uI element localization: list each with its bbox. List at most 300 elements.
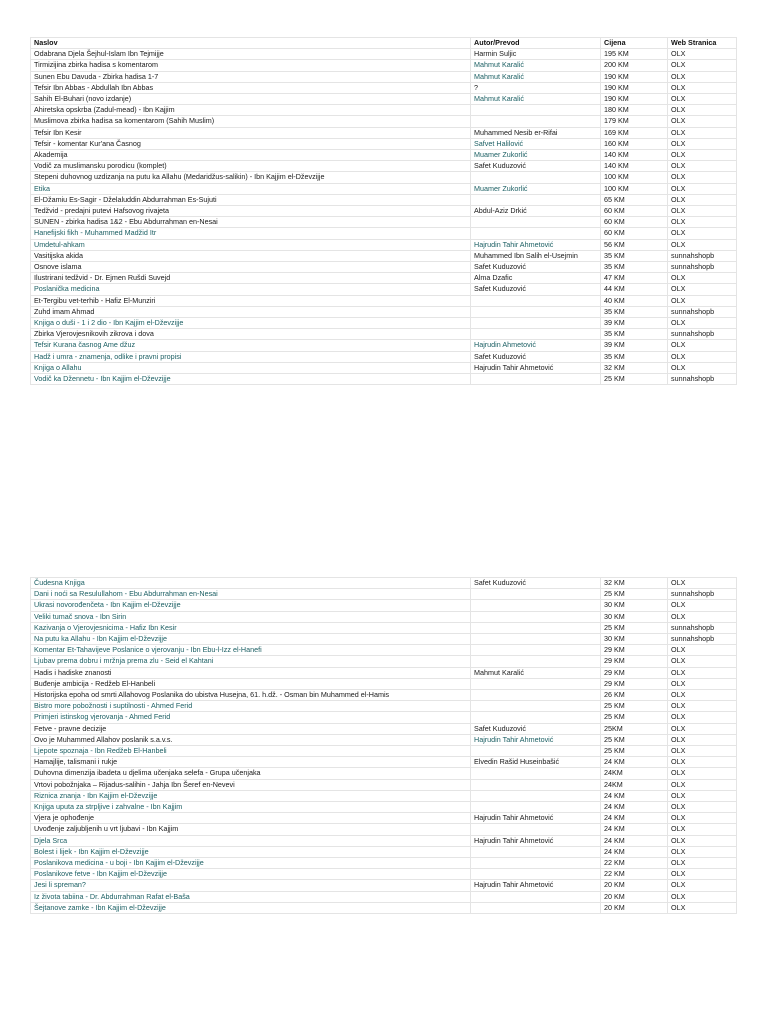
author-cell [471,329,601,340]
title-cell: Iz života tabiina - Dr. Abdurrahman Rafat el-Baša [31,891,471,902]
author-cell [471,306,601,317]
site-cell: OLX [668,116,737,127]
title-cell: Tefsir - komentar Kur'ana Časnog [31,138,471,149]
site-cell: OLX [668,340,737,351]
price-cell: 60 KM [601,206,668,217]
title-cell: Poslanikove fetve - Ibn Kajjim el-Dževzijje [31,869,471,880]
table-row [31,589,737,600]
title-cell: Šejtanove zamke - Ibn Kajjim el-Dževzijje [31,902,471,913]
site-cell: OLX [668,239,737,250]
site-cell: OLX [668,150,737,161]
title-cell: Dani i noći sa Resulullahom - Ebu Abdurrahman en-Nesai [31,589,471,600]
price-cell: 24 KM [601,790,668,801]
price-cell: 29 KM [601,667,668,678]
table-row [31,891,737,902]
title-cell: Tefsir Ibn Abbas - Abdullah Ibn Abbas [31,82,471,93]
site-cell: OLX [668,734,737,745]
site-cell: OLX [668,194,737,205]
price-cell: 30 KM [601,600,668,611]
title-cell: Jesi li spreman? [31,880,471,891]
site-cell: sunnahshopb [668,250,737,261]
price-cell: 60 KM [601,228,668,239]
author-cell [471,678,601,689]
site-cell: OLX [668,779,737,790]
author-cell [471,701,601,712]
table-row [31,60,737,71]
site-cell: OLX [668,138,737,149]
title-cell: Vrtovi pobožnjaka – Rijadus-salihin - Jahja Ibn Šeref en-Nevevi [31,779,471,790]
title-cell: Tefsir Ibn Kesir [31,127,471,138]
table-row [31,94,737,105]
price-cell: 179 KM [601,116,668,127]
price-cell: 32 KM [601,362,668,373]
site-cell: OLX [668,824,737,835]
author-cell [471,712,601,723]
table-row [31,600,737,611]
price-cell: 24KM [601,768,668,779]
site-cell: OLX [668,273,737,284]
title-cell: Hadis i hadiske znanosti [31,667,471,678]
table-row [31,82,737,93]
site-cell: OLX [668,813,737,824]
price-cell: 29 KM [601,678,668,689]
title-cell: Čudesna Knjiga [31,578,471,589]
author-cell [471,779,601,790]
author-cell [471,846,601,857]
table-row [31,902,737,913]
price-cell: 20 KM [601,880,668,891]
book-table-bottom [30,577,737,914]
table-row [31,206,737,217]
author-cell [471,746,601,757]
author-cell: Harmin Suljic [471,49,601,60]
table-row [31,273,737,284]
price-cell: 140 KM [601,150,668,161]
title-cell: Akademija [31,150,471,161]
table-row [31,329,737,340]
table-row [31,712,737,723]
author-cell [471,656,601,667]
table-row [31,634,737,645]
table-row [31,150,737,161]
author-cell [471,295,601,306]
title-cell: Vodič ka Džennetu - Ibn Kajjim el-Dževzijje [31,374,471,385]
table-row [31,802,737,813]
author-cell: Elvedin Rašid Huseinbašić [471,757,601,768]
author-cell [471,105,601,116]
table-row [31,678,737,689]
site-cell: OLX [668,600,737,611]
table-row [31,351,737,362]
author-cell: Safet Kuduzović [471,284,601,295]
site-cell: sunnahshopb [668,329,737,340]
site-cell: OLX [668,790,737,801]
table-body [31,578,737,914]
title-cell: Ljepote spoznaja - Ibn Redžeb El-Hanbeli [31,746,471,757]
table-row [31,622,737,633]
price-cell: 35 KM [601,306,668,317]
author-cell [471,802,601,813]
table-row [31,306,737,317]
title-cell: Ahiretska opskrba (Zadul-mead) - Ibn Kajjim [31,105,471,116]
table-row [31,690,737,701]
price-cell: 22 KM [601,869,668,880]
title-cell: Stepeni duhovnog uzdizanja na putu ka Allahu (Medaridžus-salikin) - Ibn Kajjim el-Dževzijje [31,172,471,183]
price-cell: 25 KM [601,712,668,723]
table-row [31,239,737,250]
author-cell: Muamer Zukorlić [471,183,601,194]
price-cell: 30 KM [601,634,668,645]
price-cell: 25 KM [601,374,668,385]
site-cell: OLX [668,667,737,678]
title-cell: Uvođenje zaljubljenih u vrt ljubavi - Ibn Kajjim [31,824,471,835]
author-cell [471,611,601,622]
author-cell [471,645,601,656]
author-cell: Safet Kuduzović [471,161,601,172]
author-cell [471,902,601,913]
site-cell: OLX [668,846,737,857]
price-cell: 60 KM [601,217,668,228]
author-cell: Safet Kuduzović [471,723,601,734]
table-row [31,318,737,329]
title-cell: Knjiga o Allahu [31,362,471,373]
price-cell: 100 KM [601,183,668,194]
table-row [31,645,737,656]
author-cell [471,172,601,183]
table-row [31,824,737,835]
site-cell: sunnahshopb [668,306,737,317]
title-cell: Vjera je ophođenje [31,813,471,824]
table-row [31,667,737,678]
table-row [31,757,737,768]
table-row [31,127,737,138]
site-cell: OLX [668,678,737,689]
title-cell: Bistro more pobožnosti i suptilnosti - Ahmed Ferid [31,701,471,712]
table-row [31,734,737,745]
price-cell: 39 KM [601,340,668,351]
table-row [31,250,737,261]
table-row [31,116,737,127]
title-cell: Et-Tergibu vet-terhib - Hafiz El-Munziri [31,295,471,306]
site-cell: OLX [668,183,737,194]
title-cell: Poslanička medicina [31,284,471,295]
table-row [31,790,737,801]
site-cell: OLX [668,902,737,913]
table-row [31,701,737,712]
title-cell: Komentar Et-Tahavijeve Poslanice o vjerovanju - Ibn Ebu-l-Izz el-Hanefi [31,645,471,656]
table-row [31,779,737,790]
author-cell [471,116,601,127]
title-cell: Ljubav prema dobru i mržnja prema zlu - Seid el Kahtani [31,656,471,667]
site-cell: OLX [668,880,737,891]
title-cell: Muslimova zbirka hadisa sa komentarom (Sahih Muslim) [31,116,471,127]
title-cell: SUNEN - zbirka hadisa 1&2 - Ebu Abdurrahman en-Nesai [31,217,471,228]
price-cell: 100 KM [601,172,668,183]
price-cell: 47 KM [601,273,668,284]
price-cell: 56 KM [601,239,668,250]
site-cell: sunnahshopb [668,262,737,273]
author-cell [471,858,601,869]
price-cell: 29 KM [601,656,668,667]
title-cell: Tedžvid - predajni putevi Hafsovog rivajeta [31,206,471,217]
price-cell: 35 KM [601,262,668,273]
price-cell: 169 KM [601,127,668,138]
author-cell: Mahmut Karalić [471,60,601,71]
author-cell [471,869,601,880]
site-cell: sunnahshopb [668,622,737,633]
price-cell: 29 KM [601,645,668,656]
table-row [31,723,737,734]
author-cell: Safet Kuduzović [471,351,601,362]
table-row [31,138,737,149]
table-row [31,340,737,351]
price-cell: 20 KM [601,902,668,913]
price-cell: 26 KM [601,690,668,701]
title-cell: Poslanikova medicina - u boji - Ibn Kajjim el-Dževzijje [31,858,471,869]
book-table-top [30,37,737,385]
table-row [31,284,737,295]
site-cell: OLX [668,835,737,846]
title-cell: Bolest i lijek - Ibn Kajjim el-Dževzijje [31,846,471,857]
author-cell [471,824,601,835]
site-cell: OLX [668,49,737,60]
author-cell: ? [471,82,601,93]
price-cell: 25KM [601,723,668,734]
title-cell: Zuhd imam Ahmad [31,306,471,317]
title-cell: Na putu ka Allahu - Ibn Kajjim el-Dževzijje [31,634,471,645]
table-row [31,262,737,273]
price-cell: 30 KM [601,611,668,622]
author-cell: Mahmut Karalić [471,71,601,82]
site-cell: OLX [668,82,737,93]
site-cell: OLX [668,578,737,589]
title-cell: Hanefijski fikh - Muhammed Madžid Itr [31,228,471,239]
author-cell: Hajrudin Tahir Ahmetović [471,362,601,373]
price-cell: 20 KM [601,891,668,902]
author-cell: Hajrudin Tahir Ahmetović [471,734,601,745]
title-cell: Ovo je Muhammed Allahov poslanik s.a.v.s. [31,734,471,745]
author-cell: Hajrudin Ahmetović [471,340,601,351]
price-cell: 24 KM [601,824,668,835]
author-cell [471,589,601,600]
site-cell: OLX [668,891,737,902]
author-cell [471,768,601,779]
price-cell: 32 KM [601,578,668,589]
title-cell: Knjiga uputa za strpljive i zahvalne - Ibn Kajjim [31,802,471,813]
site-cell: OLX [668,645,737,656]
site-cell: OLX [668,723,737,734]
table-row [31,578,737,589]
price-cell: 35 KM [601,351,668,362]
table-row [31,374,737,385]
title-cell: Ukrasi novorođenčeta - Ibn Kajjim el-Dževzijje [31,600,471,611]
table-row [31,161,737,172]
author-cell [471,228,601,239]
site-cell: sunnahshopb [668,374,737,385]
title-cell: Fetve - pravne decizije [31,723,471,734]
table-row [31,813,737,824]
header-title: Naslov [31,38,471,49]
table-row [31,228,737,239]
table-row [31,611,737,622]
site-cell: OLX [668,656,737,667]
price-cell: 24 KM [601,813,668,824]
site-cell: OLX [668,858,737,869]
author-cell: Safvet Halilović [471,138,601,149]
author-cell: Safet Kuduzović [471,262,601,273]
author-cell: Mahmut Karalić [471,667,601,678]
price-cell: 35 KM [601,250,668,261]
title-cell: Odabrana Djela Šejhul-Islam Ibn Tejmijje [31,49,471,60]
price-cell: 24 KM [601,802,668,813]
table-row [31,49,737,60]
author-cell [471,318,601,329]
header-row [31,38,737,49]
author-cell [471,217,601,228]
price-cell: 180 KM [601,105,668,116]
author-cell [471,374,601,385]
price-cell: 25 KM [601,622,668,633]
price-cell: 25 KM [601,701,668,712]
title-cell: Primjeri istinskog vjerovanja - Ahmed Ferid [31,712,471,723]
author-cell: Hajrudin Tahir Ahmetović [471,880,601,891]
price-cell: 44 KM [601,284,668,295]
table-row [31,869,737,880]
author-cell [471,790,601,801]
author-cell: Hajrudin Tahir Ahmetović [471,813,601,824]
site-cell: OLX [668,228,737,239]
author-cell [471,600,601,611]
price-cell: 25 KM [601,734,668,745]
site-cell: OLX [668,869,737,880]
title-cell: Hamajlije, talismani i rukje [31,757,471,768]
price-cell: 39 KM [601,318,668,329]
site-cell: sunnahshopb [668,634,737,645]
price-cell: 24 KM [601,846,668,857]
title-cell: Sahih El-Buhari (novo izdanje) [31,94,471,105]
author-cell: Safet Kuduzović [471,578,601,589]
table-row [31,746,737,757]
price-cell: 195 KM [601,49,668,60]
price-cell: 35 KM [601,329,668,340]
table-row [31,217,737,228]
table-row [31,183,737,194]
title-cell: Zbirka Vjerovjesnikovih zikrova i dova [31,329,471,340]
header-site: Web Stranica [668,38,737,49]
price-cell: 24 KM [601,835,668,846]
price-cell: 25 KM [601,746,668,757]
site-cell: OLX [668,161,737,172]
title-cell: Etika [31,183,471,194]
header-author: Autor/Prevod [471,38,601,49]
author-cell: Muhammed Ibn Salih el-Usejmin [471,250,601,261]
site-cell: OLX [668,802,737,813]
title-cell: Knjiga o duši - 1 i 2 dio - Ibn Kajjim el-Dževzijje [31,318,471,329]
table-row [31,858,737,869]
table-row [31,194,737,205]
site-cell: OLX [668,362,737,373]
price-cell: 190 KM [601,71,668,82]
title-cell: Veliki tumač snova - Ibn Sirin [31,611,471,622]
table-row [31,835,737,846]
price-cell: 24 KM [601,757,668,768]
author-cell [471,891,601,902]
table-row [31,880,737,891]
title-cell: Buđenje ambicija - Redžeb El-Hanbeli [31,678,471,689]
title-cell: Kazivanja o Vjerovjesnicima - Hafiz Ibn Kesir [31,622,471,633]
table-row [31,172,737,183]
price-cell: 24KM [601,779,668,790]
site-cell: OLX [668,105,737,116]
title-cell: Tirmizijina zbirka hadisa s komentarom [31,60,471,71]
table-row [31,71,737,82]
table-body [31,49,737,385]
title-cell: Ilustrirani tedžvid - Dr. Ejmen Rušdi Suvejd [31,273,471,284]
price-cell: 65 KM [601,194,668,205]
site-cell: OLX [668,206,737,217]
title-cell: Vodič za muslimansku porodicu (komplet) [31,161,471,172]
price-cell: 190 KM [601,94,668,105]
author-cell: Muhammed Nesib er-Rifai [471,127,601,138]
site-cell: sunnahshopb [668,589,737,600]
header-price: Cijena [601,38,668,49]
table-row [31,105,737,116]
title-cell: Sunen Ebu Davuda - Zbirka hadisa 1-7 [31,71,471,82]
site-cell: OLX [668,284,737,295]
title-cell: Hadž i umra - znamenja, odlike i pravni propisi [31,351,471,362]
author-cell [471,690,601,701]
site-cell: OLX [668,768,737,779]
title-cell: Historijska epoha od smrti Allahovog Poslanika do ubistva Husejna, 61. h.dž. - Osman bin Muhammed el-Hamis [31,690,471,701]
table-row [31,846,737,857]
price-cell: 22 KM [601,858,668,869]
author-cell [471,622,601,633]
site-cell: OLX [668,71,737,82]
table-row [31,656,737,667]
price-cell: 140 KM [601,161,668,172]
title-cell: Tefsir Kurana časnog Ame džuz [31,340,471,351]
author-cell [471,634,601,645]
site-cell: OLX [668,690,737,701]
author-cell: Mahmut Karalić [471,94,601,105]
price-cell: 160 KM [601,138,668,149]
title-cell: El-Džamiu Es-Sagir - Dželaluddin Abdurrahman Es-Sujuti [31,194,471,205]
table-row [31,362,737,373]
author-cell [471,194,601,205]
table-row [31,295,737,306]
author-cell: Alma Dzafic [471,273,601,284]
table-row [31,768,737,779]
title-cell: Umdetul-ahkam [31,239,471,250]
site-cell: OLX [668,318,737,329]
price-cell: 40 KM [601,295,668,306]
title-cell: Duhovna dimenzija ibadeta u djelima učenjaka selefa - Grupa učenjaka [31,768,471,779]
price-cell: 200 KM [601,60,668,71]
site-cell: OLX [668,611,737,622]
site-cell: OLX [668,172,737,183]
title-cell: Osnove islama [31,262,471,273]
price-cell: 190 KM [601,82,668,93]
site-cell: OLX [668,295,737,306]
site-cell: OLX [668,701,737,712]
site-cell: OLX [668,746,737,757]
title-cell: Djela Srca [31,835,471,846]
author-cell: Hajrudin Tahir Ahmetović [471,239,601,250]
site-cell: OLX [668,712,737,723]
site-cell: OLX [668,94,737,105]
title-cell: Riznica znanja - Ibn Kajjim el-Dževzijje [31,790,471,801]
author-cell: Abdul-Aziz Drkić [471,206,601,217]
